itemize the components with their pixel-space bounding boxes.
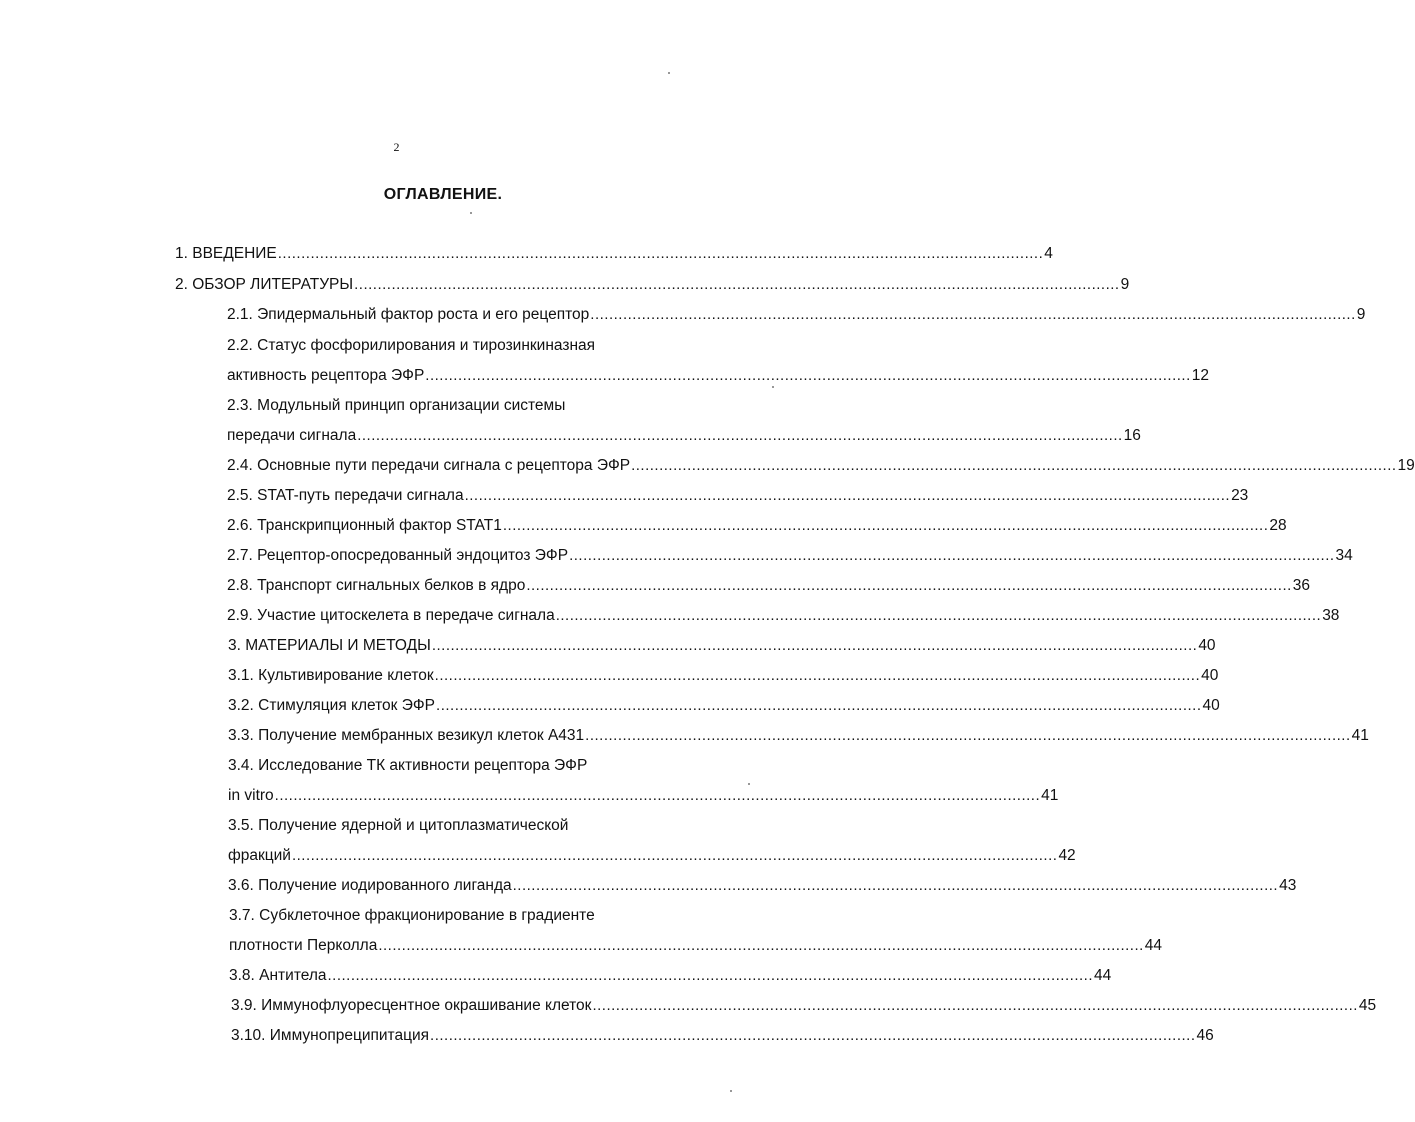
toc-entry-title: фракций xyxy=(228,847,291,864)
toc-entry-2-3 xyxy=(227,426,1141,446)
toc-entry-title: in vitro xyxy=(228,787,274,804)
toc-entry-2-2 xyxy=(227,366,1210,386)
toc-entry-page: 40 xyxy=(1201,667,1219,684)
toc-entry-3-5-line1: 3.5. Получение ядерной и цитоплазматической xyxy=(228,817,569,834)
dot-leader: .................................................................................................................................................................... xyxy=(569,547,1335,564)
toc-entry-page: 34 xyxy=(1335,547,1353,564)
toc-entry-3-1 xyxy=(228,666,1219,686)
toc-entry-literature-review xyxy=(175,275,1130,295)
toc-entry-title: 2.1. Эпидермальный фактор роста и его рецептор xyxy=(227,306,590,323)
dot-leader: .................................................................................................................................................................... xyxy=(291,847,1058,864)
toc-entry-3-4 xyxy=(228,786,1059,806)
toc-entry-2-9 xyxy=(227,606,1340,626)
dot-leader: .................................................................................................................................................................... xyxy=(585,727,1351,744)
dot-leader: .................................................................................................................................................................... xyxy=(431,637,1198,654)
toc-entry-page: 4 xyxy=(1044,245,1053,262)
toc-entry-2-2-line1: 2.2. Статус фосфорилирования и тирозинкиназная xyxy=(227,337,596,354)
toc-entry-page: 42 xyxy=(1058,847,1076,864)
toc-entry-title: 2.9. Участие цитоскелета в передаче сигнала xyxy=(227,607,555,624)
toc-entry-3-7 xyxy=(229,936,1163,956)
toc-entry-2-4 xyxy=(227,456,1415,476)
scan-speck xyxy=(748,783,750,785)
toc-entry-title: 3. МАТЕРИАЛЫ И МЕТОДЫ xyxy=(228,637,431,654)
dot-leader: .................................................................................................................................................................... xyxy=(354,276,1120,293)
toc-entry-title: 3.3. Получение мембранных везикул клеток А431 xyxy=(228,727,585,744)
toc-entry-page: 41 xyxy=(1041,787,1059,804)
dot-leader: .................................................................................................................................................................... xyxy=(274,787,1041,804)
dot-leader: .................................................................................................................................................................... xyxy=(502,517,1269,534)
dot-leader: .................................................................................................................................................................... xyxy=(436,697,1202,714)
dot-leader: .................................................................................................................................................................... xyxy=(555,607,1322,624)
dot-leader: .................................................................................................................................................................... xyxy=(592,997,1358,1014)
dot-leader: .................................................................................................................................................................... xyxy=(464,487,1231,504)
toc-entry-page: 23 xyxy=(1231,487,1249,504)
toc-entry-title: плотности Перколла xyxy=(229,937,378,954)
scan-speck xyxy=(772,386,774,388)
dot-leader: .................................................................................................................................................................... xyxy=(327,967,1093,984)
dot-leader: .................................................................................................................................................................... xyxy=(590,306,1356,323)
dot-leader: .................................................................................................................................................................... xyxy=(277,245,1044,262)
toc-entry-3-6 xyxy=(228,876,1297,896)
toc-entry-page: 44 xyxy=(1144,937,1163,954)
dot-leader: .................................................................................................................................................................... xyxy=(631,457,1397,474)
toc-entry-page: 40 xyxy=(1202,697,1220,714)
toc-entry-page: 44 xyxy=(1093,967,1112,984)
toc-entry-title: 2.6. Транскрипционный фактор STAT1 xyxy=(227,517,502,534)
toc-entry-title: активность рецептора ЭФР xyxy=(227,367,425,384)
toc-entry-2-8 xyxy=(227,576,1311,596)
toc-entry-title: передачи сигнала xyxy=(227,427,357,444)
toc-entry-title: 3.1. Культивирование клеток xyxy=(228,667,434,684)
toc-entry-page: 28 xyxy=(1269,517,1287,534)
toc-entry-title: 2.7. Рецептор-опосредованный эндоцитоз ЭФР xyxy=(227,547,569,564)
toc-entry-materials-methods xyxy=(228,636,1216,656)
toc-entry-3-9 xyxy=(231,996,1377,1016)
toc-entry-3-10 xyxy=(231,1026,1214,1046)
dot-leader: .................................................................................................................................................................... xyxy=(434,667,1201,684)
toc-entry-page: 36 xyxy=(1292,577,1311,594)
toc-entry-page: 40 xyxy=(1198,637,1216,654)
toc-entry-title: 2. ОБЗОР ЛИТЕРАТУРЫ xyxy=(175,276,354,293)
toc-entry-2-7 xyxy=(227,546,1353,566)
toc-entry-3-7-line1: 3.7. Субклеточное фракционирование в градиенте xyxy=(229,907,595,924)
toc-entry-3-4-line1: 3.4. Исследование ТК активности рецептора ЭФР xyxy=(228,757,588,774)
toc-entry-title: 1. ВВЕДЕНИЕ xyxy=(175,245,277,262)
toc-entry-page: 12 xyxy=(1191,367,1210,384)
toc-entry-title: 3.8. Антитела xyxy=(229,967,327,984)
toc-entry-page: 19 xyxy=(1397,457,1415,474)
dot-leader: .................................................................................................................................................................... xyxy=(378,937,1144,954)
page-title: ОГЛАВЛЕНИЕ. xyxy=(383,186,503,203)
toc-entry-title: 2.8. Транспорт сигнальных белков в ядро xyxy=(227,577,526,594)
toc-entry-page: 41 xyxy=(1351,727,1369,744)
toc-entry-title: 2.4. Основные пути передачи сигнала с рецептора ЭФР xyxy=(227,457,631,474)
toc-entry-3-5 xyxy=(228,846,1076,866)
toc-entry-2-5 xyxy=(227,486,1249,506)
toc-entry-3-3 xyxy=(228,726,1369,746)
toc-entry-page: 38 xyxy=(1322,607,1340,624)
toc-entry-title: 3.6. Получение иодированного лиганда xyxy=(228,877,512,894)
toc-entry-2-3-line1: 2.3. Модульный принцип организации системы xyxy=(227,397,566,414)
toc-entry-2-1 xyxy=(227,305,1366,325)
toc-entry-3-8 xyxy=(229,966,1112,986)
toc-entry-title: 3.2. Стимуляция клеток ЭФР xyxy=(228,697,436,714)
toc-entry-page: 16 xyxy=(1123,427,1141,444)
dot-leader: .................................................................................................................................................................... xyxy=(357,427,1123,444)
toc-entry-page: 46 xyxy=(1196,1027,1214,1044)
toc-entry-2-6 xyxy=(227,516,1287,536)
page-number: 2 xyxy=(393,140,400,154)
toc-entry-3-2 xyxy=(228,696,1220,716)
toc-entry-title: 3.9. Иммунофлуоресцентное окрашивание клеток xyxy=(231,997,592,1014)
toc-entry-page: 43 xyxy=(1279,877,1297,894)
dot-leader: .................................................................................................................................................................... xyxy=(512,877,1279,894)
toc-entry-page: 45 xyxy=(1358,997,1377,1014)
dot-leader: .................................................................................................................................................................... xyxy=(425,367,1191,384)
dot-leader: .................................................................................................................................................................... xyxy=(430,1027,1196,1044)
dot-leader: .................................................................................................................................................................... xyxy=(526,577,1292,594)
scan-speck xyxy=(730,1090,732,1092)
toc-entry-page: 9 xyxy=(1356,306,1366,323)
toc-entry-title: 3.10. Иммунопреципитация xyxy=(231,1027,430,1044)
toc-entry-title: 2.5. STAT-путь передачи сигнала xyxy=(227,487,464,504)
toc-entry-introduction xyxy=(175,244,1053,264)
toc-entry-page: 9 xyxy=(1120,276,1130,293)
scan-speck xyxy=(470,212,472,214)
scan-speck xyxy=(668,72,670,74)
